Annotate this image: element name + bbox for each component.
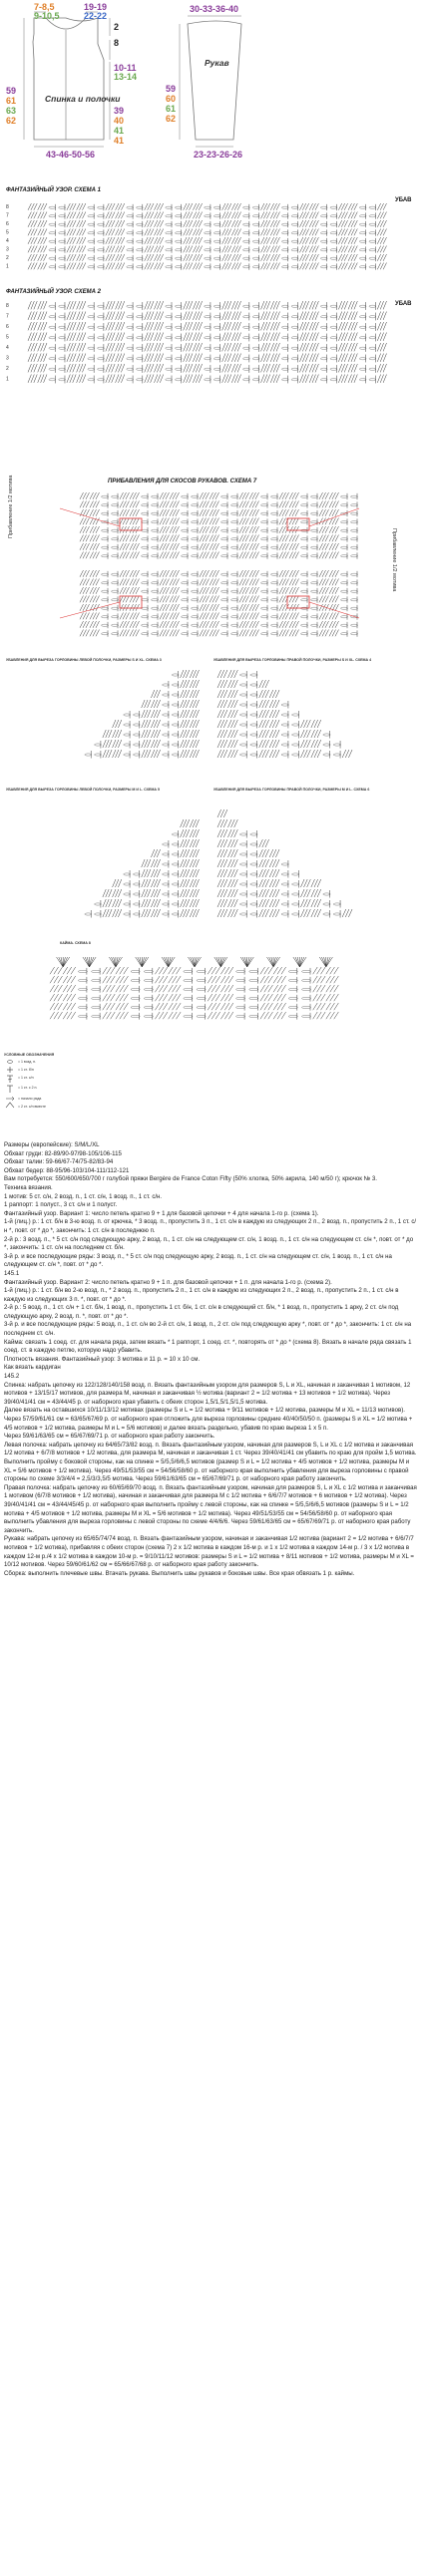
legend-ch: = 1 возд. п.	[18, 1060, 37, 1064]
scheme2-ubav: УБАВ	[395, 301, 412, 307]
text-21: Спинка: набрать цепочку из 122/128/140/158 возд. п. Вязать фантазийным узором для размеров S, L и XL, начиная и заканчивая 1 мотивом, 12 мотивов + 13/15/17 мотивов, для размера M, начиная и заканчивая ½ мотива (вариант 2 = 1/2 мотива + 13 мотивов + 1/2 мотива). Через 39/40/41/41 см = 43/44/45 р. от наборного края убавить с обеих сторон 1,5/1,5/1,5/1,5 мотива.	[4, 1381, 411, 1406]
sleeve-bottom-width: 23-23-26-26	[194, 150, 243, 160]
body-length-m: 61	[6, 96, 17, 106]
text-18: Плотность вязания. Фантазийный узор: 3 мотива и 11 р. = 10 х 10 см.	[4, 1355, 201, 1363]
shoulder-width-b: 22-22	[84, 11, 108, 21]
body-length-s: 59	[6, 86, 17, 96]
instructions-text	[4, 1141, 417, 1578]
scheme2-title: ФАНТАЗИЙНЫЙ УЗОР. СХЕМА 2	[6, 289, 102, 295]
text-10: 2-й р.: 3 возд. п., * 5 ст. с/н под следующую арку, 2 возд. п., 1 ст. с/н на следующем ст. с/н, 1 возд. п., 1 ст. с/н на следующем ст. с/н *, повт. от * до *, закончить: 1 ст. с/н на последнем ст. б/н.	[4, 1235, 414, 1252]
scheme5-chart	[4, 796, 204, 925]
neck-width-a: 7-8,5	[34, 2, 55, 12]
body-length-l: 63	[6, 106, 17, 116]
scheme7-chart	[40, 488, 379, 638]
text-14: 1-й (лиц.) р.: 1 ст. б/н во 2-ю возд. п., * 2 возд. п., пропустить 2 п., 1 ст. с/н в каждую из следующих 2 п., 2 возд. п., пропустить 2 п., 1 ст. с/н в каждую из следующих 3 п. *, повт. от * до *.	[4, 1287, 399, 1303]
row-number: 2	[6, 255, 9, 261]
side-length-xl: 41	[114, 136, 125, 146]
row-number: 4	[6, 345, 9, 351]
text-1: Обхват груди: 82-89/90-97/98-105/106-115	[4, 1149, 122, 1157]
body-schematic-drawing	[0, 0, 421, 160]
legend-title: УСЛОВНЫЕ ОБОЗНАЧЕНИЯ	[4, 1053, 55, 1057]
legend-start: = начало ряда	[18, 1097, 42, 1101]
text-16: 3-й р. и все последующие ряды: 5 возд. п., 1 ст. с/н во 2-й ст. с/н, 1 возд. п., 2 ст. с/н под следующую арку *, повт. от * до *, закончить: 1 ст. с/н на последнем ст. с/н.	[4, 1321, 412, 1338]
armhole-depth-a: 10-11	[114, 63, 137, 73]
legend-tr: = 1 ст. с 2 н.	[18, 1086, 38, 1090]
row-number: 1	[6, 263, 9, 270]
text-4: Вам потребуется: 550/600/650/700 г голубой пряжи Bergère de France Coton Fifty (50% хлопка, 50% акрила, 140 м/50 г); крючок № 3.	[4, 1175, 377, 1183]
sleeve-outline	[188, 21, 241, 140]
sleeve-length-l: 61	[166, 104, 177, 114]
row-number: 1	[6, 376, 9, 383]
scheme4-title: УБАВЛЕНИЯ ДЛЯ ВЫРЕЗА ГОРЛОВИНЫ ПРАВОЙ ПОЛОЧКИ, РАЗМЕРЫ S И XL. СХЕМА 4	[213, 658, 372, 662]
scheme5-title: УБАВЛЕНИЯ ДЛЯ ВЫРЕЗА ГОРЛОВИНЫ ЛЕВОЙ ПОЛОЧКИ, РАЗМЕРЫ M И L. СХЕМА 5	[6, 788, 160, 792]
body-width: 43-46-50-56	[46, 150, 96, 160]
text-25: Правая полочка: набрать цепочку из 60/65/69/70 возд. п. Вязать фантазийным узором, начиная для размеров S, L и XL с 1/2 мотива и заканчивая 1 мотивом (6/7/8 мотивов + 1/2 мотива), начиная и заканчивая для размера M с 1/2 мотива + 6/6/7/7 мотивов + 6 мотивов + 1/2 мотива). Через 39/40/41/41 см = 43/44/45/45 р. от наборного края выполнить пройму с левой стороны, как на спинке = 5/5,5/6/6,5 мотивов (размеры S и L = 1/2 мотива + 4/5 мотивов + 1/2 мотива, размеры M и XL = 5/6 мотивов + 1/2 мотива). Через 49/51/53/55 см = 54/56/58/60 р. от наборного края выполнить убавления для выреза горловины с левой стороны по схеме 4/4/6/6. Через 59/61/63/65 см = 65/67/69/71 р. от наборного края работу закончить.	[4, 1483, 417, 1534]
side-length-l: 41	[114, 126, 125, 136]
sleeve-label: Рукав	[205, 58, 229, 68]
scheme3-chart	[4, 666, 204, 768]
legend-sc: = 1 ст. б/н	[18, 1068, 34, 1072]
scheme7-increase-label-right: Прибавление 1/2 мотива	[391, 528, 397, 592]
body-length-xl: 62	[6, 116, 17, 126]
text-23: Через 59/61/63/65 см = 65/67/69/71 р. от наборного края работу закончить.	[4, 1433, 215, 1441]
scheme8-chart	[40, 947, 359, 1027]
text-11: 3-й р. и все последующие ряды: 3 возд. п., * 5 ст. с/н под следующую арку, 2 возд. п., 1 ст. с/н на следующем ст. с/н, 1 возд. п., 1 ст. с/н на следующем ст. с/н *, повт. от * до *.	[4, 1252, 392, 1269]
scheme6-chart	[213, 796, 413, 925]
row-number: 8	[6, 204, 9, 210]
neck-width-b: 9-10,5	[34, 11, 60, 21]
side-length-m: 40	[114, 116, 125, 126]
shoulder-width-a: 19-19	[84, 2, 108, 12]
row-number: 6	[6, 324, 9, 330]
row-number: 5	[6, 229, 9, 236]
row-number: 4	[6, 238, 9, 244]
legend-symbols	[4, 1059, 24, 1109]
row-number: 3	[6, 246, 9, 253]
row-number: 2	[6, 366, 9, 372]
text-27: Сборка: выполнить плечевые швы. Втачать рукава. Выполнить швы рукавов и боковые швы. Все края обвязать 1 р. каймы.	[4, 1569, 355, 1577]
body-label: Спинка и полочки	[45, 94, 121, 104]
scheme6-title: УБАВЛЕНИЯ ДЛЯ ВЫРЕЗА ГОРЛОВИНЫ ПРАВОЙ ПОЛОЧКИ, РАЗМЕРЫ M И L. СХЕМА 6	[213, 788, 370, 792]
text-3: Обхват бедер: 88-95/96-103/104-111/112-121	[4, 1166, 130, 1174]
text-22: Далее вязать на оставшихся 10/11/13/12 мотивах (размеры S и L = 1/2 мотива + 9/11 мотивов + 1/2 мотива, размеры M и XL = 11/13 мотивов). Через 57/59/61/61 см = 63/65/67/69 р. от наборного края отложить для выреза горловины средние 40/40/50/50 п. (размеры S и XL = 1/2 мотива + 4/5 мотивов + 1/2 мотива, размеры M и L = 5/6 мотивов) и далее вязать раздельно, убавив по краю выреза 1 х 5 п.	[4, 1407, 413, 1432]
sleeve-length-s: 59	[166, 84, 177, 94]
text-15: 2-й р.: 5 возд. п., 1 ст. с/н + 1 ст. б/н, 1 возд. п., пропустить 1 ст. б/н, 1 ст. с/н в следующий ст. б/н, * 1 возд. п., пропустить 1 арку, 2 ст. с/н под следующую арку, 2 возд. п. *, повт. от * до *.	[4, 1304, 399, 1320]
legend-dec: = 2 ст. с/н вместе	[18, 1105, 46, 1109]
scheme4-chart	[213, 666, 413, 768]
text-19: Как вязать кардиган	[4, 1364, 61, 1372]
row-number: 3	[6, 355, 9, 362]
body-outline	[33, 18, 104, 140]
scheme1-ubav: УБАВ	[395, 197, 412, 203]
text-7: 1 раппорт: 1 полуст., 3 ст. с/н и 1 полуст.	[4, 1201, 118, 1209]
row-number: 5	[6, 334, 9, 341]
sleeve-length-xl: 62	[166, 114, 177, 124]
text-8: Фантазийный узор. Вариант 1: число петель кратно 9 + 1 для базовой цепочки + 4 для начала 1-го р. (схема 1).	[4, 1209, 319, 1217]
text-24: Левая полочка: набрать цепочку из 64/65/73/82 возд. п. Вязать фантазийным узором, начиная для размеров S, L и XL с 1/2 мотива и заканчивая 1/2 мотива + 6/7/8 мотивов + 1/2 мотива, для размера M, начиная и заканчивая 1 ст. Через 39/40/41/41 см убавить по краю для пройм 1,5 мотива. Выполнить пройму с боковой стороны, как на спинке = 5/5,5/6/6,5 мотивов (размер S и L = 1/2 мотива + 4/5 мотивов + 1/2 мотива, размеры M и XL = 5/6 мотивов + 1/2 мотива). Через 49/51/53/55 см = 54/56/58/60 р. от наборного края выполнить убавления для выреза горловины с правой стороны по схеме 3/3/4/4 = 2,5/3/3,5/5 мотива. Через 59/61/63/65 см = 65/67/69/71 р. от наборного края работу закончить.	[4, 1441, 417, 1483]
scheme1-chart	[4, 197, 393, 277]
text-5: Техника вязания.	[4, 1183, 53, 1191]
scheme2-chart	[4, 297, 393, 389]
side-length-s: 39	[114, 106, 125, 116]
scheme8-title: КАЙМА. СХЕМА 8	[60, 941, 91, 945]
row-number: 7	[6, 313, 9, 320]
sleeve-length-m: 60	[166, 94, 177, 104]
row-number: 7	[6, 212, 9, 219]
text-13: Фантазийный узор. Вариант 2: число петель кратно 9 + 1 п. для базовой цепочки + 1 п. для начала 1-го р. (схема 2).	[4, 1278, 332, 1286]
scheme7-title: ПРИБАВЛЕНИЯ ДЛЯ СКОСОВ РУКАВОВ. СХЕМА 7	[108, 479, 257, 484]
neck-depth-8: 8	[114, 38, 120, 48]
scheme1-title: ФАНТАЗИЙНЫЙ УЗОР. СХЕМА 1	[6, 187, 102, 193]
text-17: Кайма: связать 1 соед. ст. для начала ряда, затем вязать * 1 раппорт, 1 соед. ст. *, повторять от * до * (схема 8). Вязать в начале ряда связать 1 соед. ст. в каждую петлю, которую надо убавить.	[4, 1338, 412, 1355]
scheme3-title: УБАВЛЕНИЯ ДЛЯ ВЫРЕЗА ГОРЛОВИНЫ ЛЕВОЙ ПОЛОЧКИ, РАЗМЕРЫ S И XL. СХЕМА 3	[6, 658, 162, 662]
text-2: Обхват талии: 59-66/67-74/75-82/83-94	[4, 1158, 114, 1166]
text-9: 1-й (лиц.) р.: 1 ст. б/н в 3-ю возд. п. от крючка, * 3 возд. п., пропустить 3 п., 1 ст. с/н в каждую из следующих 2 п., 2 возд. п., пропустить 2 п., 1 ст. с/н *, повт. от * до *, закончить: 1 ст. с/н в последнюю п.	[4, 1218, 417, 1234]
text-6: 1 мотив: 5 ст. с/н, 2 возд. п., 1 ст. с/н, 1 возд. п., 1 ст. с/н.	[4, 1192, 163, 1200]
neck-depth-2: 2	[114, 22, 120, 32]
legend-dc: = 1 ст. с/н	[18, 1076, 34, 1080]
text-20: 145.2	[4, 1373, 20, 1381]
text-12: 145.1	[4, 1269, 20, 1277]
text-0: Размеры (европейские): S/M/L/XL	[4, 1141, 100, 1148]
text-26: Рукава: набрать цепочку из 65/65/74/74 возд. п. Вязать фантазийным узором, начиная и заканчивая 1/2 мотива (вариант 2 = 1/2 мотива + 6/6/7/7 мотивов + 1/2 мотива), прибавляя с обеих сторон (схема 7) 2 х 1/2 мотива в каждом 16-м р. и 1 х 1/2 мотива в каждом 14-м р. / 3 х 1/2 мотива в каждом 12-м р./4 х 1/2 мотива в каждом 10-м р. = 9/10/11/12 мотивов: размеры S и L = 1/2 мотива + 8/11 мотивов + 1/2 мотива, размеры M и XL = 10/12 мотивов. Через 59/60/61/62 см = 65/66/67/68 р. от наборного края работу закончить.	[4, 1535, 414, 1569]
row-number: 6	[6, 221, 9, 227]
sleeve-top-width: 30-33-36-40	[190, 4, 239, 14]
armhole-depth-b: 13-14	[114, 72, 138, 82]
schematic-section	[0, 0, 421, 160]
scheme7-increase-label-left: Прибавление 1/2 мотива	[8, 475, 14, 538]
row-number: 8	[6, 303, 9, 309]
